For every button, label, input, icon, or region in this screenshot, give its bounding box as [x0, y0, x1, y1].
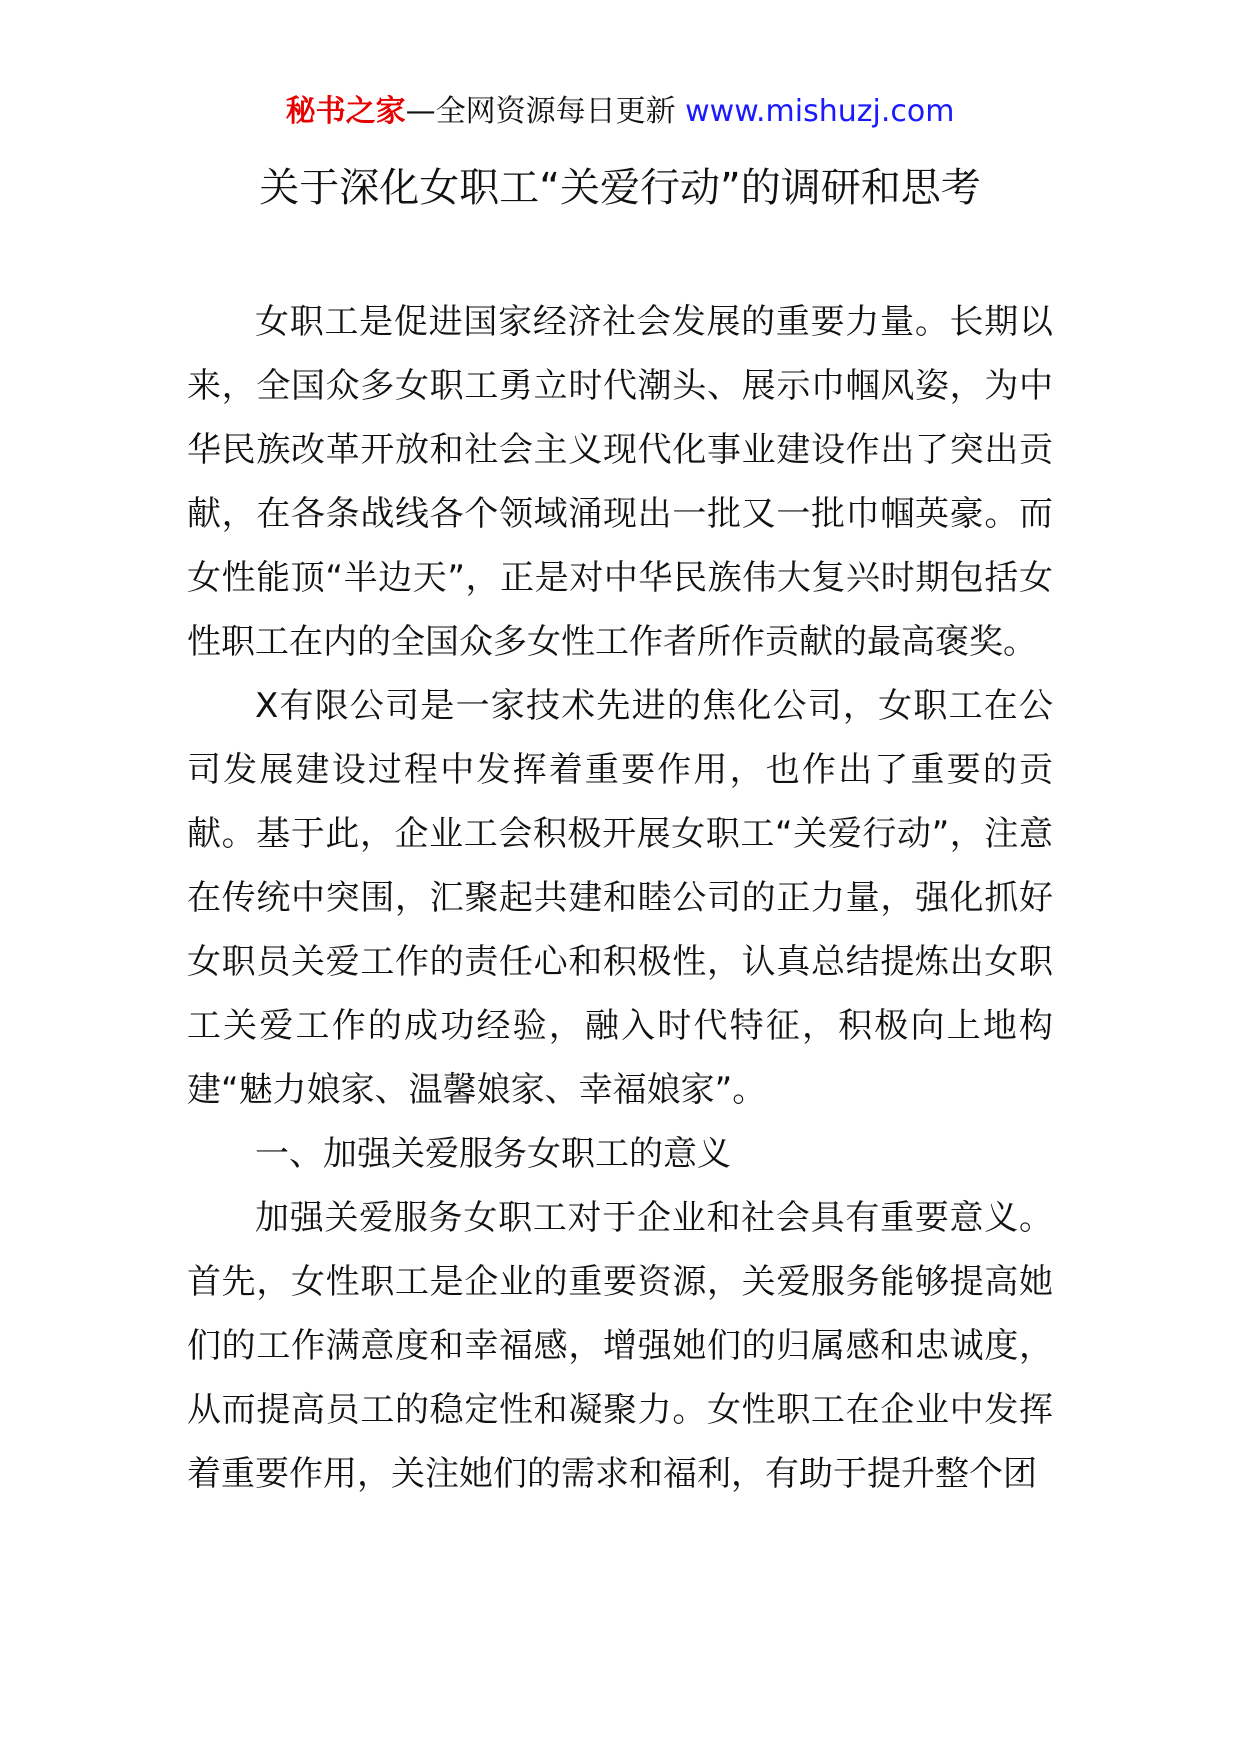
paragraph-company: X有限公司是一家技术先进的焦化公司，女职工在公司发展建设过程中发挥着重要作用，也作出了重要的贡献。基于此，企业工会积极开展女职工“关爱行动”，注意在传统中突围，汇聚起共建和睦公司的正力量，强化抓好女职员关爱工作的责任心和积极性，认真总结提炼出女职工关爱工作的成功经验，融入时代特征，积极向上地构建“魅力娘家、温馨娘家、幸福娘家”。: [187, 686, 1053, 1110]
paragraph-intro: 女职工是促进国家经济社会发展的重要力量。长期以来，全国众多女职工勇立时代潮头、展示巾帼风姿，为中华民族改革开放和社会主义现代化事业建设作出了突出贡献，在各条战线各个领域涌现出一批又一批巾帼英豪。而女性能顶“半边天”，正是对中华民族伟大复兴时期包括女性职工在内的全国众多女性工作者所作贡献的最高褒奖。: [187, 302, 1053, 662]
header-tagline: —全网资源每日更新: [405, 94, 686, 129]
paragraph-significance: 加强关爱服务女职工对于企业和社会具有重要意义。首先，女性职工是企业的重要资源，关爱服务能够提高她们的工作满意度和幸福感，增强她们的归属感和忠诚度，从而提高员工的稳定性和凝聚力。女性职工在企业中发挥着重要作用，关注她们的需求和福利，有助于提升整个团: [187, 1198, 1053, 1494]
document-title: 关于深化女职工“关爱行动”的调研和思考: [259, 165, 981, 211]
site-url-link[interactable]: www.mishuzj.com: [685, 94, 955, 129]
brand-name: 秘书之家: [285, 94, 406, 129]
site-header: [0, 92, 1240, 132]
section-heading: 一、加强关爱服务女职工的意义: [255, 1134, 731, 1174]
document-body: [187, 290, 1053, 1506]
